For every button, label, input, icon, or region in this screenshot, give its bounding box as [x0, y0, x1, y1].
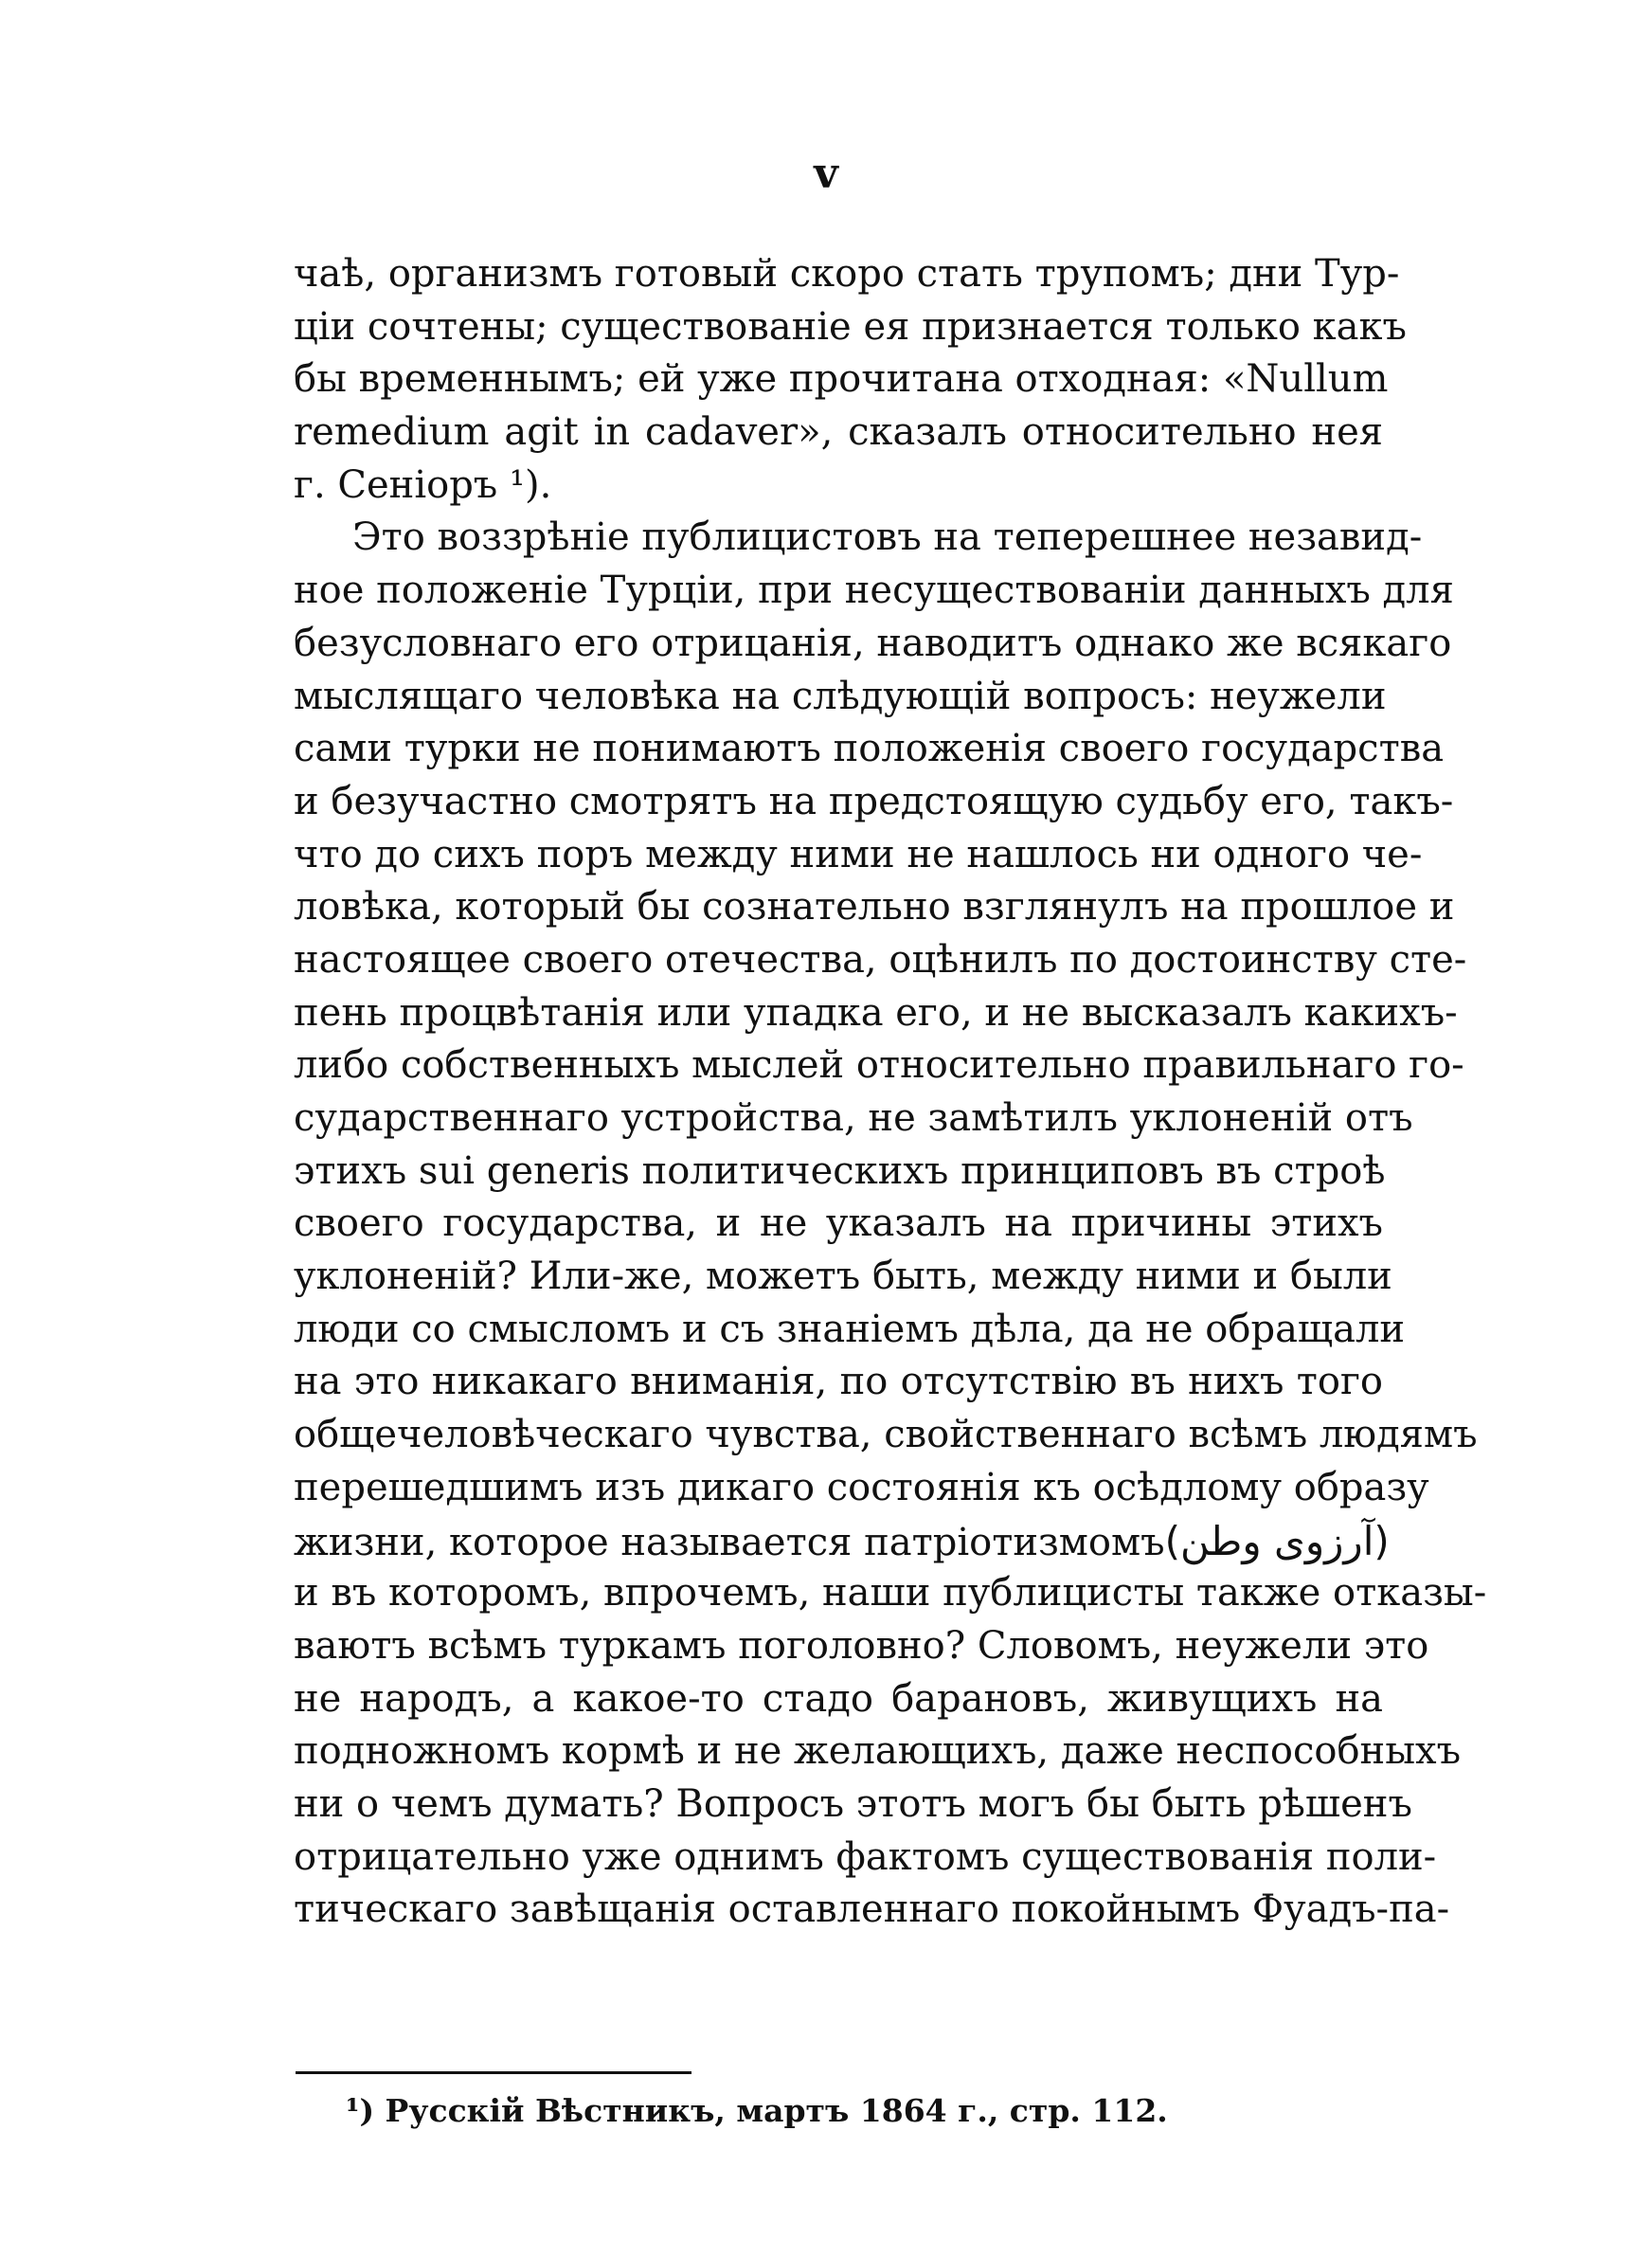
text-line: ни о чемъ думать? Вопросъ этотъ могъ бы быть рѣшенъ: [294, 1781, 1412, 1826]
text-line: люди со смысломъ и съ знаніемъ дѣла, да не обращали: [294, 1307, 1406, 1351]
text-line: сударственнаго устройства, не замѣтилъ уклоненій отъ: [294, 1096, 1413, 1140]
arabic-phrase: (آرزوی وطن): [1164, 1517, 1390, 1564]
text-line: чаѣ, организмъ готовый скоро стать трупомъ; дни Тур-: [294, 252, 1400, 296]
text-line: remedium agit in cadaver», сказалъ относительно нея: [294, 410, 1383, 455]
text-line: бы временнымъ; ей уже прочитана отходная: «Nullum: [294, 357, 1389, 402]
text-line: своего государства, и не указалъ на причины этихъ: [294, 1201, 1383, 1246]
text-line: Это воззрѣніе публицистовъ на теперешнее незавид-: [352, 515, 1423, 560]
text-line: ваютъ всѣмъ туркамъ поголовно? Словомъ, неужели это: [294, 1623, 1429, 1668]
text-line: отрицательно уже однимъ фактомъ существованія поли-: [294, 1834, 1437, 1879]
text-line: сами турки не понимаютъ положенія своего государства: [294, 727, 1445, 771]
text-line: пень процвѣтанія или упадка его, и не высказалъ какихъ-: [294, 990, 1458, 1035]
text-line: ное положеніе Турціи, при несуществованіи данныхъ для: [294, 569, 1454, 613]
text-line: либо собственныхъ мыслей относительно правильнаго го-: [294, 1043, 1464, 1088]
text-line: перешедшимъ изъ дикаго состоянія къ осѣдлому образу: [294, 1465, 1429, 1509]
footnote-rule: [296, 2071, 691, 2074]
text-line: и безучастно смотрятъ на предстоящую судьбу его, такъ-: [294, 779, 1454, 823]
text-line: что до сихъ поръ между ними не нашлось ни одного че-: [294, 832, 1423, 876]
footnote: ¹) Русскій Вѣстникъ, мартъ 1864 г., стр. 112.: [346, 2092, 1168, 2129]
text-line: не народъ, а какое-то стадо барановъ, живущихъ на: [294, 1676, 1383, 1721]
text-segment: жизни, которое называется патріотизмомъ: [294, 1520, 1165, 1564]
text-line: на это никакаго вниманія, по отсутствію въ нихъ того: [294, 1360, 1383, 1404]
text-line: подножномъ кормѣ и не желающихъ, даже неспособныхъ: [294, 1729, 1462, 1774]
text-line: настоящее своего отечества, оцѣнилъ по достоинству сте-: [294, 937, 1467, 982]
text-line: ловѣка, который бы сознательно взглянулъ на прошлое и: [294, 885, 1455, 930]
text-line: ціи сочтены; существованіе ея признается только какъ: [294, 304, 1407, 349]
text-line: уклоненій? Или-же, можетъ быть, между ними и были: [294, 1255, 1392, 1299]
text-line: общечеловѣческаго чувства, свойственнаго всѣмъ людямъ: [294, 1413, 1478, 1457]
main-text: [294, 248, 1487, 1937]
text-line: г. Сеніоръ ¹).: [294, 462, 552, 507]
text-line-with-arabic: [294, 1515, 1390, 1568]
page-number: v: [814, 150, 838, 198]
text-line: и въ которомъ, впрочемъ, наши публицисты также отказы-: [294, 1571, 1487, 1616]
text-line: этихъ sui generis политическихъ принциповъ въ строѣ: [294, 1148, 1386, 1193]
text-line: тическаго завѣщанія оставленнаго покойнымъ Фуадъ-па-: [294, 1887, 1450, 1932]
text-line: мыслящаго человѣка на слѣдующій вопросъ: неужели: [294, 674, 1387, 718]
text-line: безусловнаго его отрицанія, наводитъ однако же всякаго: [294, 621, 1452, 665]
